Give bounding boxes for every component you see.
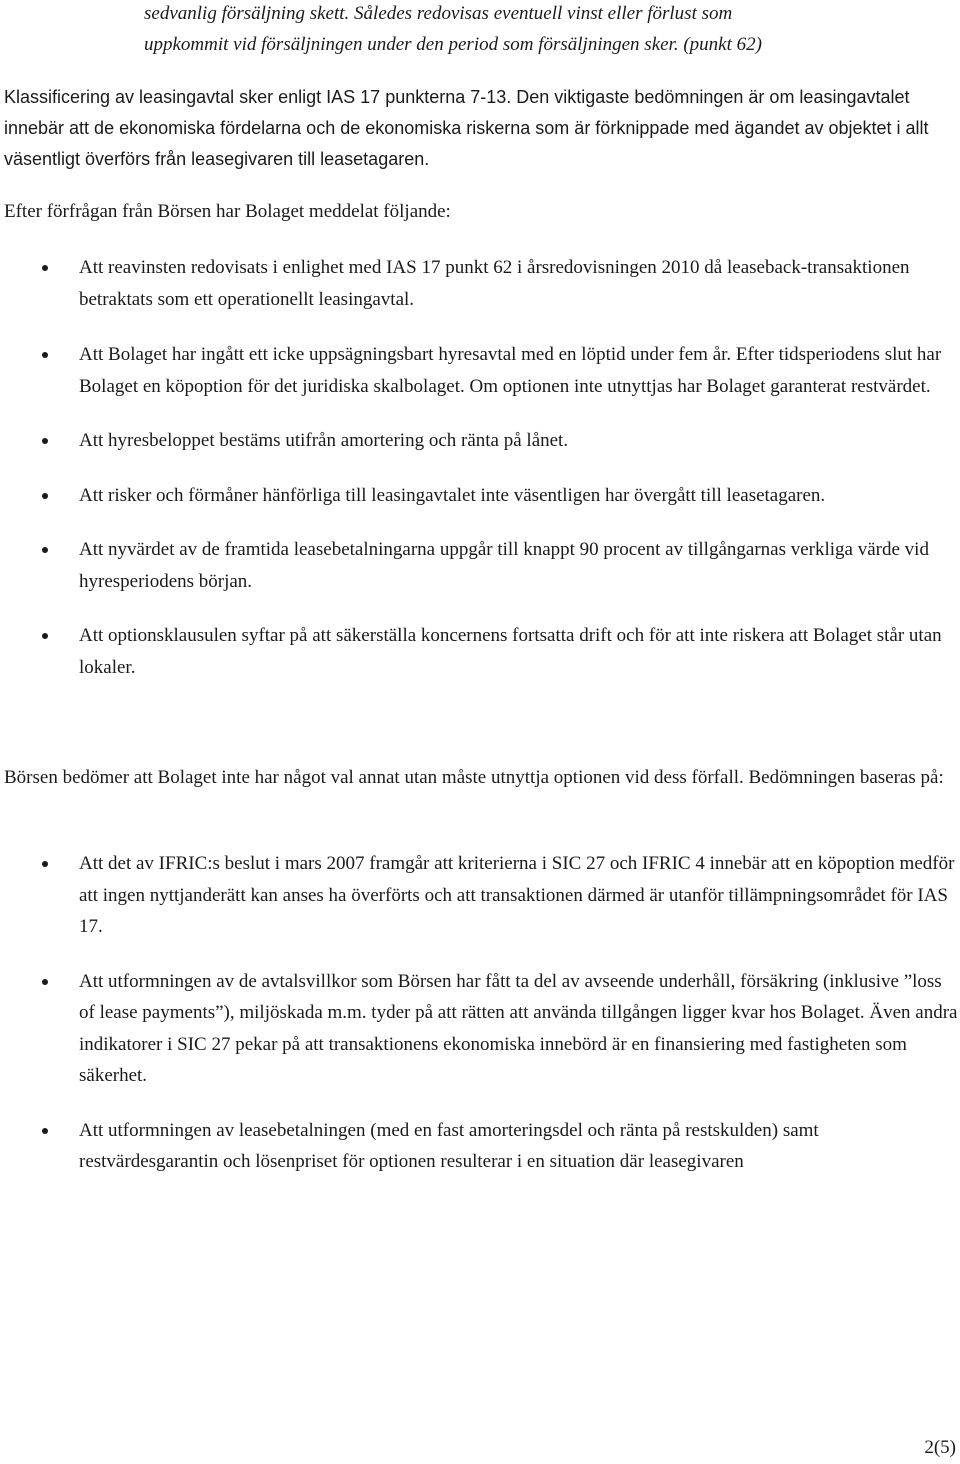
list-item-text: Att utformningen av de avtalsvillkor som Börsen har fått ta del av avseende underhåll, försäkring (inklusive ”loss of lease payments”), miljöskada m.m. tyder på att rätten att använda tillgången ligger kvar hos Bolaget. Även andra indikatorer i SIC 27 pekar på att transaktionens ekonomiska innebörd är en finansiering med fastigheten som säkerhet. xyxy=(79,970,958,1086)
list-item xyxy=(0,848,960,943)
list-item-text: Att optionsklausulen syftar på att säkerställa koncernens fortsatta drift och för att inte riskera att Bolaget står utan lokaler. xyxy=(79,625,942,678)
bullet-icon xyxy=(42,633,48,639)
paragraph-assessment: Börsen bedömer att Bolaget inte har något val annat utan måste utnyttja optionen vid dess förfall. Bedömningen baseras på: xyxy=(4,767,944,788)
bullet-icon xyxy=(42,438,48,444)
paragraph-classification: Klassificering av leasingavtal sker enligt IAS 17 punkterna 7-13. Den viktigaste bedömningen är om leasingavtalet innebär att de ekonomiska fördelarna och de ekonomiska riskerna som är förknippade med ägandet av objektet i allt väsentligt överförs från leasegivaren till leasetagaren. xyxy=(4,87,929,169)
list-item-text: Att Bolaget har ingått ett icke uppsägningsbart hyresavtal med en löptid under fem år. Efter tidsperiodens slut har Bolaget en köpoption för det juridiska skalbolaget. Om optionen inte utnyttjas har Bolaget garanterat restvärdet. xyxy=(79,344,942,397)
list-item xyxy=(0,534,960,597)
list-item xyxy=(0,425,960,457)
bullet-icon xyxy=(42,265,48,271)
bullet-icon xyxy=(42,493,48,499)
list-item-text: Att det av IFRIC:s beslut i mars 2007 framgår att kriterierna i SIC 27 och IFRIC 4 innebär att en köpoption medför att ingen nyttjanderätt kan anses ha överförts och att transaktionen därmed är utanför tillämpningsområdet för IAS 17. xyxy=(79,853,955,937)
list-item-text: Att risker och förmåner hänförliga till leasingavtalet inte väsentligen har övergått till leasetagaren. xyxy=(79,484,826,506)
bullet-icon xyxy=(42,1128,48,1134)
list-item xyxy=(0,620,960,683)
bullet-icon xyxy=(42,861,48,867)
bullet-icon xyxy=(42,547,48,553)
list-item xyxy=(0,966,960,1092)
list-item-text: Att reavinsten redovisats i enlighet med IAS 17 punkt 62 i årsredovisningen 2010 då leaseback-transaktionen betraktats som ett operationellt leasingavtal. xyxy=(79,257,910,310)
page-number: 2(5) xyxy=(924,1437,956,1458)
list-item xyxy=(0,1115,960,1178)
list-item xyxy=(0,339,960,402)
quote-line-1: sedvanlig försäljning skett. Således redovisas eventuell vinst eller förlust som xyxy=(144,3,733,24)
quoted-standard-text xyxy=(144,0,944,60)
company-statement-list xyxy=(0,252,960,683)
paragraph-inquiry: Efter förfrågan från Börsen har Bolaget meddelat följande: xyxy=(4,201,451,222)
list-item xyxy=(0,252,960,315)
list-item-text: Att hyresbeloppet bestäms utifrån amortering och ränta på lånet. xyxy=(79,430,569,451)
list-item xyxy=(0,480,960,512)
bullet-icon xyxy=(42,979,48,985)
assessment-basis-list xyxy=(0,848,960,1178)
list-item-text: Att utformningen av leasebetalningen (med en fast amorteringsdel och ränta på restskulden) samt restvärdesgarantin och lösenpriset för optionen resulterar i en situation där leasegivaren xyxy=(79,1119,819,1172)
list-item-text: Att nyvärdet av de framtida leasebetalningarna uppgår till knappt 90 procent av tillgångarnas verkliga värde vid hyresperiodens början. xyxy=(79,539,929,592)
bullet-icon xyxy=(42,352,48,358)
quote-line-2: uppkommit vid försäljningen under den period som försäljningen sker. (punkt 62) xyxy=(144,34,762,55)
